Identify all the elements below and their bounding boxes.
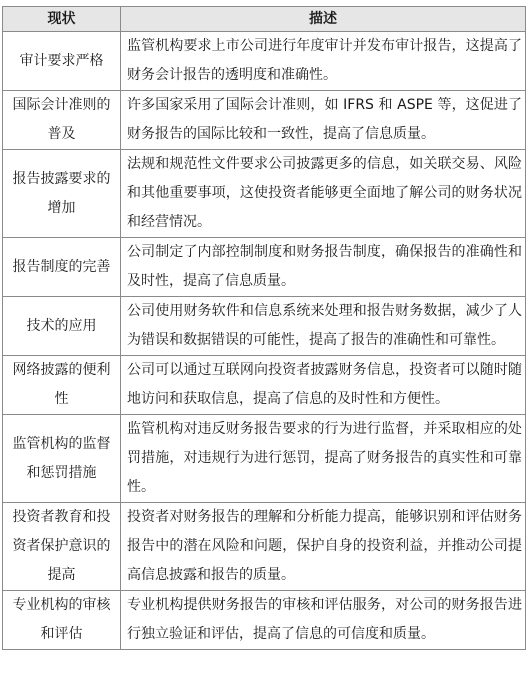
row-status: 国际会计准则的普及 bbox=[3, 91, 121, 150]
header-status: 现状 bbox=[3, 7, 121, 32]
row-status: 技术的应用 bbox=[3, 297, 121, 356]
row-description: 投资者对财务报告的理解和分析能力提高，能够识别和评估财务报告中的潜在风险和问题，保护自身的投资利益，并推动公司提高信息披露和报告的质量。 bbox=[121, 503, 526, 591]
table-row bbox=[3, 297, 526, 356]
row-status: 监管机构的监督和惩罚措施 bbox=[3, 415, 121, 503]
row-description: 公司可以通过互联网向投资者披露财务信息，投资者可以随时随地访问和获取信息，提高了信息的及时性和方便性。 bbox=[121, 356, 526, 415]
row-status: 审计要求严格 bbox=[3, 32, 121, 91]
row-status: 投资者教育和投资者保护意识的提高 bbox=[3, 503, 121, 591]
row-description: 专业机构提供财务报告的审核和评估服务，对公司的财务报告进行独立验证和评估，提高了信息的可信度和质量。 bbox=[121, 591, 526, 650]
row-description: 法规和规范性文件要求公司披露更多的信息，如关联交易、风险和其他重要事项，这使投资者能够更全面地了解公司的财务状况和经营情况。 bbox=[121, 150, 526, 238]
row-status: 专业机构的审核和评估 bbox=[3, 591, 121, 650]
row-description: 许多国家采用了国际会计准则，如 IFRS 和 ASPE 等，这促进了财务报告的国际比较和一致性，提高了信息质量。 bbox=[121, 91, 526, 150]
row-description: 监管机构要求上市公司进行年度审计并发布审计报告，这提高了财务会计报告的透明度和准确性。 bbox=[121, 32, 526, 91]
row-status: 报告披露要求的增加 bbox=[3, 150, 121, 238]
table-row bbox=[3, 503, 526, 591]
table-row bbox=[3, 415, 526, 503]
row-description: 监管机构对违反财务报告要求的行为进行监督，并采取相应的处罚措施，对违规行为进行惩罚，提高了财务报告的真实性和可靠性。 bbox=[121, 415, 526, 503]
table-row bbox=[3, 356, 526, 415]
table-row bbox=[3, 32, 526, 91]
row-description: 公司使用财务软件和信息系统来处理和报告财务数据，减少了人为错误和数据错误的可能性，提高了报告的准确性和可靠性。 bbox=[121, 297, 526, 356]
table-row bbox=[3, 91, 526, 150]
table-row bbox=[3, 238, 526, 297]
table-row bbox=[3, 591, 526, 650]
row-status: 报告制度的完善 bbox=[3, 238, 121, 297]
header-description: 描述 bbox=[121, 7, 526, 32]
row-status: 网络披露的便利性 bbox=[3, 356, 121, 415]
table-row bbox=[3, 150, 526, 238]
status-description-table-wrapper bbox=[2, 6, 525, 650]
table-header-row bbox=[3, 7, 526, 32]
row-description: 公司制定了内部控制制度和财务报告制度，确保报告的准确性和及时性，提高了信息质量。 bbox=[121, 238, 526, 297]
status-description-table bbox=[2, 6, 526, 650]
